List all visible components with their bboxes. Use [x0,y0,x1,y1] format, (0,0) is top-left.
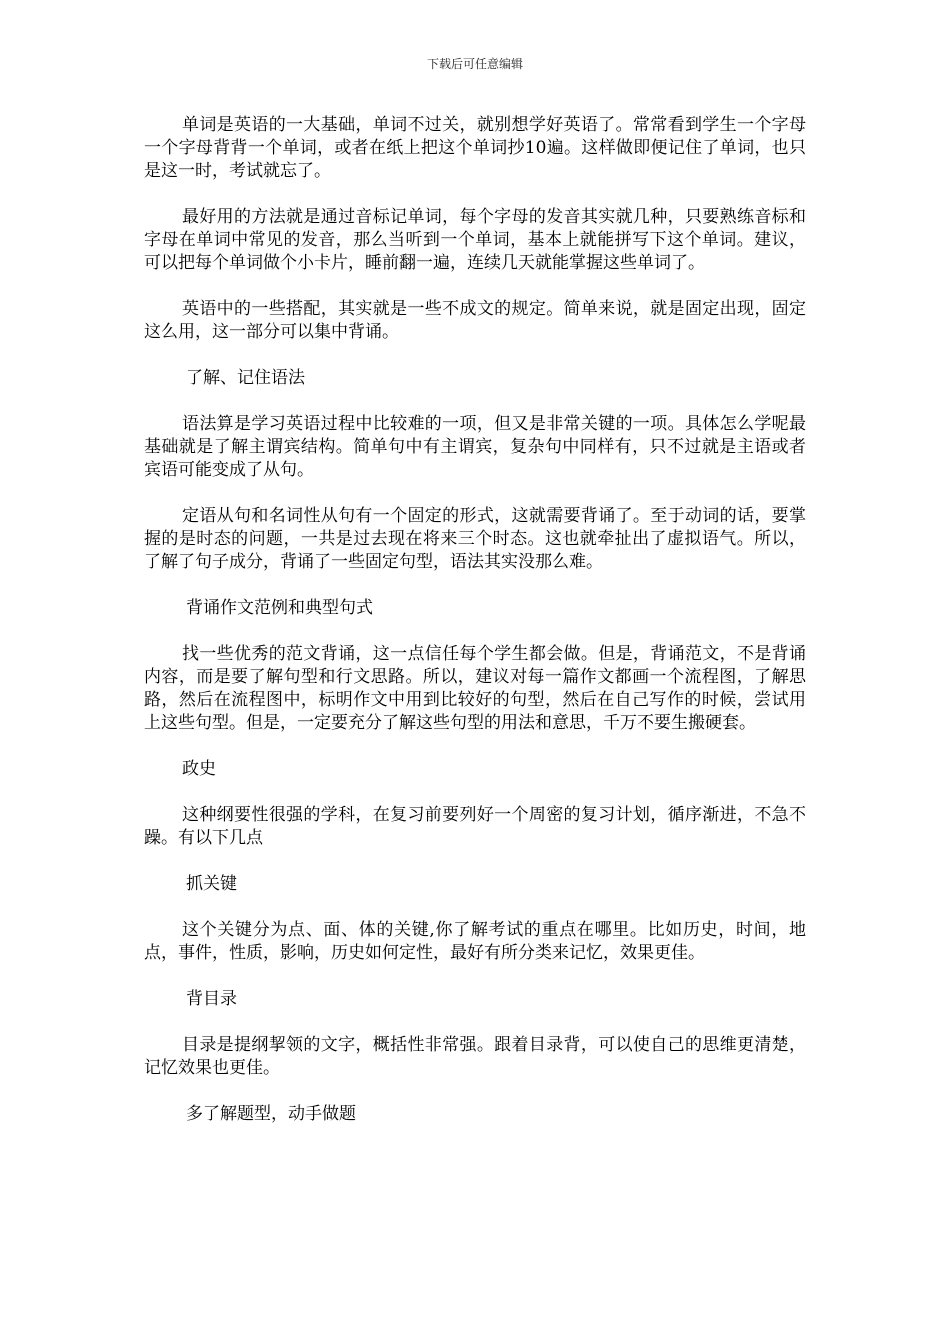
paragraph: 找一些优秀的范文背诵，这一点信任每个学生都会做。但是，背诵范文，不是背诵内容，而是要了解句型和行文思路。所以，建议对每一篇作文都画一个流程图，了解思路，然后在流程图中，标明作文中用到比较好的句型，然后在自己写作的时候，尝试用上这些句型。但是，一定要充分了解这些句型的用法和意思，千万不要生搬硬套。 [144,644,806,733]
paragraph: 这个关键分为点、面、体的关键,你了解考试的重点在哪里。比如历史，时间，地点，事件，性质，影响，历史如何定性，最好有所分类来记忆，效果更佳。 [144,920,806,963]
document-body [144,114,806,1149]
section-heading: 了解、记住语法 [186,368,305,388]
paragraph: 这种纲要性很强的学科，在复习前要列好一个周密的复习计划，循序渐进，不急不躁。有以下几点 [144,805,806,848]
paragraph: 语法算是学习英语过程中比较难的一项，但又是非常关键的一项。具体怎么学呢最基础就是了解主谓宾结构。简单句中有主谓宾，复杂句中同样有，只不过就是主语或者宾语可能变成了从句。 [144,414,806,480]
section-heading: 抓关键 [186,874,237,894]
section-heading: 背诵作文范例和典型句式 [186,598,373,618]
section-heading: 政史 [182,759,216,779]
paragraph: 英语中的一些搭配，其实就是一些不成文的规定。简单来说，就是固定出现，固定这么用，这一部分可以集中背诵。 [144,299,806,342]
paragraph: 目录是提纲挈领的文字，概括性非常强。跟着目录背，可以使自己的思维更清楚，记忆效果也更佳。 [144,1035,806,1078]
page-header: 下载后可任意编辑 [426,57,523,71]
section-heading: 多了解题型，动手做题 [186,1104,356,1124]
section-heading: 背目录 [186,989,237,1009]
paragraph: 最好用的方法就是通过音标记单词，每个字母的发音其实就几种，只要熟练音标和字母在单词中常见的发音，那么当听到一个单词，基本上就能拼写下这个单词。建议，可以把每个单词做个小卡片，睡前翻一遍，连续几天就能掌握这些单词了。 [144,207,806,273]
paragraph: 定语从句和名词性从句有一个固定的形式，这就需要背诵了。至于动词的话，要掌握的是时态的问题，一共是过去现在将来三个时态。这也就牵扯出了虚拟语气。所以，了解了句子成分，背诵了一些固定句型，语法其实没那么难。 [144,506,806,572]
paragraph: 单词是英语的一大基础，单词不过关，就别想学好英语了。常常看到学生一个字母一个字母背背一个单词，或者在纸上把这个单词抄10遍。这样做即便记住了单词，也只是这一时，考试就忘了。 [144,115,806,181]
